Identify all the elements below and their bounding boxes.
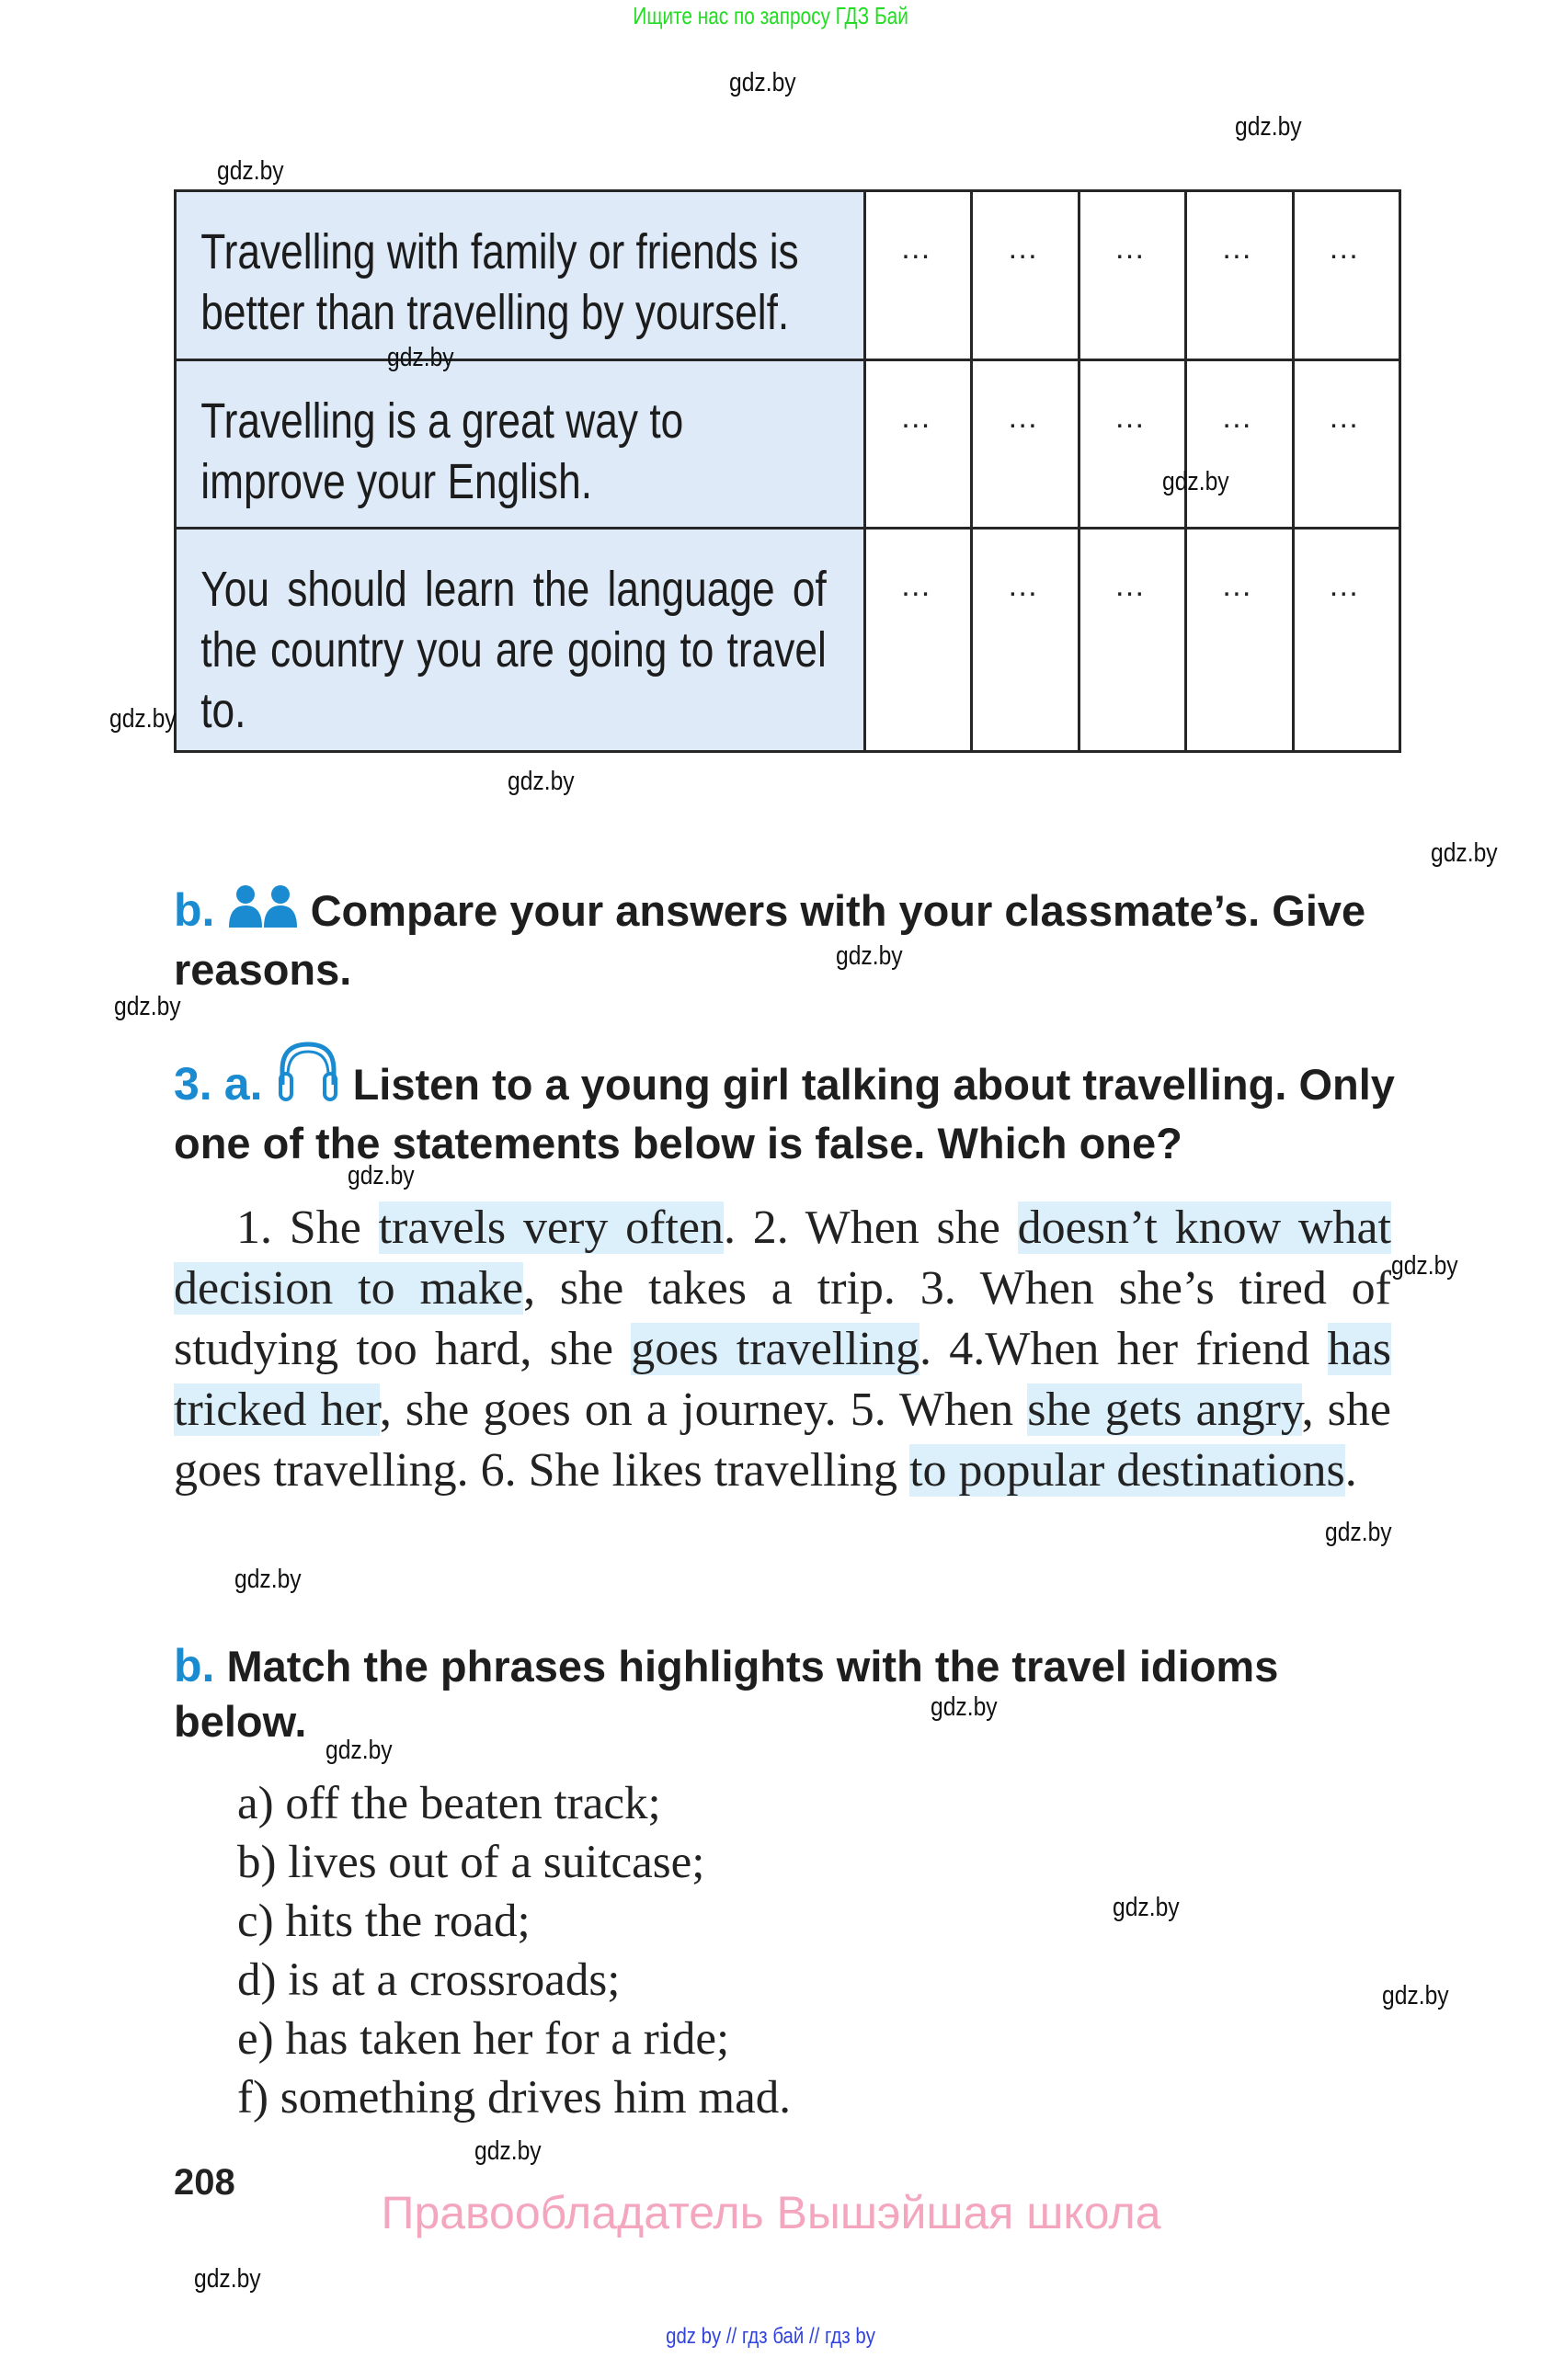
statement-cell — [176, 191, 865, 360]
answer-cell[interactable] — [1186, 529, 1293, 752]
statement-text: You should learn the language of the country you are going to travel to. — [200, 562, 827, 738]
highlighted-phrase: she gets angry — [1027, 1384, 1302, 1436]
idiom-item: c) hits the road; — [237, 1896, 531, 1947]
statement-text: Travelling with family or friends is better than travelling by yourself. — [200, 224, 799, 340]
table-row — [176, 191, 1400, 360]
watermark: gdz.by — [114, 992, 181, 1021]
highlighted-phrase: goes travelling — [631, 1323, 920, 1375]
idioms-list — [237, 1774, 791, 2127]
answer-cell[interactable] — [1079, 360, 1185, 529]
page-number: 208 — [174, 2162, 235, 2203]
table-row — [176, 360, 1400, 529]
text-segment: . — [1344, 1444, 1357, 1497]
ellipsis: … — [1114, 400, 1151, 435]
watermark: gdz.by — [474, 2136, 542, 2166]
task-label: b. — [174, 884, 215, 936]
idiom-item: a) off the beaten track; — [237, 1778, 661, 1829]
task-2b-instruction — [174, 883, 1406, 997]
ellipsis: … — [899, 400, 937, 435]
footer-links[interactable] — [0, 2324, 1542, 2350]
answer-cell[interactable] — [1079, 191, 1185, 360]
footer-links-text[interactable]: gdz by // гдз бай // гдз by — [666, 2324, 876, 2349]
task-text: Match the phrases highlights with the travel idioms below. — [174, 1642, 1279, 1746]
watermark: gdz.by — [234, 1565, 302, 1594]
text-segment: 1. She — [236, 1201, 379, 1254]
copyright-owner: Правообладатель Вышэйшая школа — [381, 2187, 1161, 2238]
ellipsis: … — [1220, 568, 1258, 603]
answer-cell[interactable] — [1293, 191, 1399, 360]
task-text: Compare your answers with your classmate’s. Give reasons. — [174, 886, 1366, 994]
task-3a-instruction — [174, 1039, 1406, 1171]
watermark: gdz.by — [1162, 467, 1229, 496]
task-label: a. — [223, 1058, 263, 1110]
ellipsis: … — [1007, 231, 1045, 266]
ellipsis: … — [1114, 231, 1151, 266]
ellipsis: … — [899, 231, 937, 266]
text-segment: , she goes travelling. 6. She likes travelling — [174, 1384, 1392, 1497]
watermark: gdz.by — [217, 156, 284, 186]
ellipsis: … — [1328, 568, 1365, 603]
banner-text: Ищите нас по запросу ГДЗ Бай — [633, 2, 909, 29]
statement-cell — [176, 529, 865, 752]
ellipsis: … — [1220, 231, 1258, 266]
answer-cell[interactable] — [865, 191, 972, 360]
watermark: gdz.by — [508, 767, 575, 796]
ellipsis: … — [1328, 400, 1365, 435]
answer-cell[interactable] — [1293, 360, 1399, 529]
idiom-item: f) something drives him mad. — [237, 2072, 791, 2124]
answer-cell[interactable] — [865, 360, 972, 529]
task-label: b. — [174, 1640, 215, 1691]
idiom-item: b) lives out of a suitcase; — [237, 1837, 705, 1888]
watermark: gdz.by — [931, 1692, 998, 1722]
idiom-item: e) has taken her for a ride; — [237, 2013, 730, 2065]
text-segment: , she takes a trip. 3. When she’s tired of studying too hard, she — [174, 1262, 1391, 1375]
table-row — [176, 529, 1400, 752]
statements-paragraph — [174, 1198, 1391, 1501]
headphones-icon[interactable] — [275, 1039, 341, 1116]
answer-cell[interactable] — [972, 529, 1079, 752]
watermark: gdz.by — [326, 1736, 393, 1765]
watermark: gdz.by — [1391, 1251, 1458, 1281]
watermark: gdz.by — [194, 2264, 261, 2294]
watermark: gdz.by — [1235, 112, 1302, 142]
ellipsis: … — [1220, 400, 1258, 435]
task-text: Listen to a young girl talking about travelling. Only one of the statements below is false. Which one? — [174, 1060, 1395, 1167]
top-banner — [0, 2, 1542, 30]
highlighted-phrase: doesn’t know what decision to make — [174, 1201, 1391, 1315]
answer-cell[interactable] — [1186, 360, 1293, 529]
answer-cell[interactable] — [972, 360, 1079, 529]
text-segment: . 2. When she — [723, 1201, 1018, 1254]
idiom-item: d) is at a crossroads; — [237, 1954, 621, 2006]
answer-cell[interactable] — [972, 191, 1079, 360]
ellipsis: … — [1007, 400, 1045, 435]
watermark: gdz.by — [348, 1161, 415, 1190]
highlighted-phrase: has tricked her — [174, 1323, 1391, 1436]
pair-work-icon — [227, 883, 299, 942]
watermark: gdz.by — [729, 68, 796, 97]
text-segment: , she goes on a journey. 5. When — [379, 1384, 1028, 1436]
statement-cell — [176, 360, 865, 529]
answer-cell[interactable] — [1186, 191, 1293, 360]
watermark: gdz.by — [1382, 1981, 1449, 2010]
watermark: gdz.by — [1431, 838, 1498, 868]
exercise-number: 3. — [174, 1058, 212, 1110]
watermark: gdz.by — [109, 704, 177, 734]
answer-cell[interactable] — [1293, 529, 1399, 752]
highlighted-phrase: to popular destinations — [909, 1444, 1345, 1497]
watermark: gdz.by — [1325, 1518, 1392, 1547]
task-3b-instruction — [174, 1638, 1406, 1749]
highlighted-phrase: travels very often — [378, 1201, 724, 1254]
ellipsis: … — [1328, 231, 1365, 266]
text-segment: . 4.When her friend — [919, 1323, 1328, 1375]
watermark: gdz.by — [1113, 1893, 1180, 1922]
statement-text: Travelling is a great way to improve your English. — [200, 393, 684, 509]
watermark: gdz.by — [836, 941, 903, 971]
ellipsis: … — [1114, 568, 1151, 603]
ellipsis: … — [1007, 568, 1045, 603]
ellipsis: … — [899, 568, 937, 603]
watermark: gdz.by — [387, 343, 454, 372]
answer-cell[interactable] — [1079, 529, 1185, 752]
answer-cell[interactable] — [865, 529, 972, 752]
